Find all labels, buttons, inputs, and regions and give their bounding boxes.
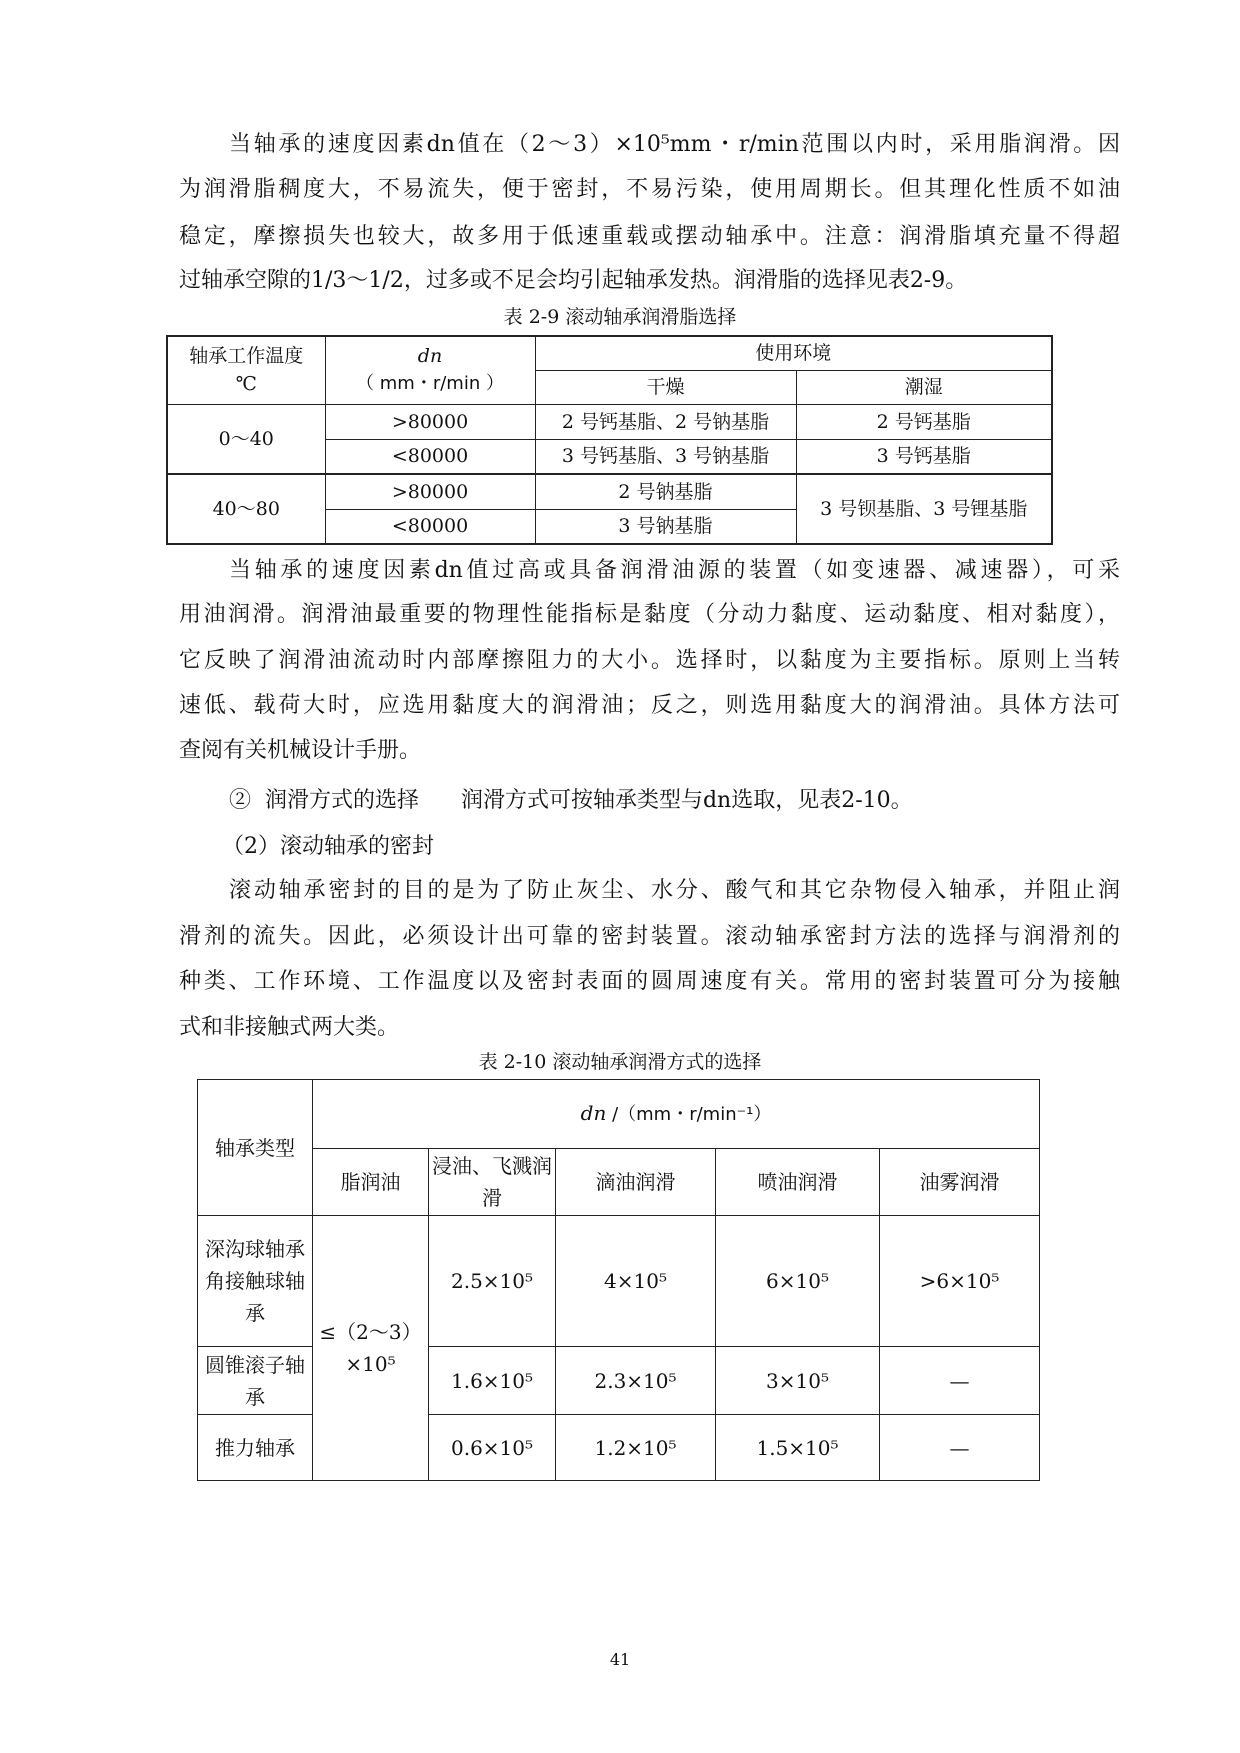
lubrication-method-table xyxy=(197,1079,1040,1481)
cell-dry: 3 号钠基脂 xyxy=(535,509,796,544)
cell-value: 2.3×10⁵ xyxy=(556,1347,716,1415)
para3-line: 式和非接触式两大类。 xyxy=(179,1015,400,1040)
header-text: 轴承工作温度 xyxy=(189,345,304,368)
cell-dry: 3 号钙基脂、3 号钠基脂 xyxy=(535,439,796,474)
header-wet: 潮湿 xyxy=(796,370,1052,404)
cell-value: 3×10⁵ xyxy=(716,1347,880,1415)
cell-wet: 3 号钡基脂、3 号锂基脂 xyxy=(796,474,1052,544)
header-col: 脂润油 xyxy=(313,1149,429,1216)
table9-caption: 表 2-9 滚动轴承润滑脂选择 xyxy=(503,306,737,328)
cell-temp: 0～40 xyxy=(167,404,325,474)
cell-dn: <80000 xyxy=(325,509,535,544)
cell-dry: 2 号钠基脂 xyxy=(535,474,796,509)
para1-line: 当轴承的速度因素dn值在（2～3）×10⁵mm・r/min范围以内时，采用脂润滑。因 xyxy=(229,132,1120,157)
header-col: 滴油润滑 xyxy=(556,1149,716,1216)
para2-line: 它反映了润滑油流动时内部摩擦阻力的大小。选择时，以黏度为主要指标。原则上当转 xyxy=(179,648,1120,673)
cell-value: 2.5×10⁵ xyxy=(429,1216,556,1347)
header-col: 浸油、飞溅润滑 xyxy=(429,1149,556,1216)
cell-value: >6×10⁵ xyxy=(880,1216,1040,1347)
cell-value: 4×10⁵ xyxy=(556,1216,716,1347)
cell-type: 深沟球轴承 角接触球轴承 xyxy=(198,1216,313,1347)
cell-wet: 3 号钙基脂 xyxy=(796,439,1052,474)
table10-caption: 表 2-10 滚动轴承润滑方式的选择 xyxy=(478,1051,762,1073)
para3-line: 滑剂的流失。因此，必须设计出可靠的密封装置。滚动轴承密封方法的选择与润滑剂的 xyxy=(179,924,1120,949)
para1-line: 为润滑脂稠度大，不易流失，便于密封，不易污染，使用周期长。但其理化性质不如油 xyxy=(179,177,1120,202)
para1-line: 过轴承空隙的1/3～1/2，过多或不足会均引起轴承发热。润滑脂的选择见表2-9。 xyxy=(179,268,968,293)
cell-grease: ≤（2～3）×10⁵ xyxy=(313,1216,429,1481)
cell-dry: 2 号钙基脂、2 号钠基脂 xyxy=(535,404,796,439)
header-environment: 使用环境 xyxy=(535,336,1052,370)
header-dry: 干燥 xyxy=(535,370,796,404)
cell-type: 圆锥滚子轴承 xyxy=(198,1347,313,1415)
header-unit: /（mm・r/min⁻¹） xyxy=(606,1104,772,1125)
section-heading: （2）滚动轴承的密封 xyxy=(222,834,434,859)
cell-value: — xyxy=(880,1347,1040,1415)
para2-line: 查阅有关机械设计手册。 xyxy=(179,738,422,763)
header-col: 喷油润滑 xyxy=(716,1149,880,1216)
para3-line: 种类、工作环境、工作温度以及密封表面的圆周速度有关。常用的密封装置可分为接触 xyxy=(179,969,1120,994)
cell-value: 0.6×10⁵ xyxy=(429,1415,556,1481)
para3-line: 滚动轴承密封的目的是为了防止灰尘、水分、酸气和其它杂物侵入轴承，并阻止润 xyxy=(229,878,1120,903)
header-dn xyxy=(313,1080,1040,1149)
cell-value: — xyxy=(880,1415,1040,1481)
cell-wet: 2 号钙基脂 xyxy=(796,404,1052,439)
cell-dn: >80000 xyxy=(325,474,535,509)
header-unit: ℃ xyxy=(235,373,257,396)
cell-type: 推力轴承 xyxy=(198,1415,313,1481)
para1-line: 稳定，摩擦损失也较大，故多用于低速重载或摆动轴承中。注意：润滑脂填充量不得超 xyxy=(179,224,1120,249)
header-bearing-type: 轴承类型 xyxy=(198,1080,313,1216)
page-number: 41 xyxy=(609,1650,631,1669)
cell-value: 6×10⁵ xyxy=(716,1216,880,1347)
cell-value: 1.2×10⁵ xyxy=(556,1415,716,1481)
para2-line: 速低、载荷大时，应选用黏度大的润滑油；反之，则选用黏度大的润滑油。具体方法可 xyxy=(179,693,1120,718)
grease-selection-table xyxy=(166,335,1053,545)
para2-line: 当轴承的速度因素dn值过高或具备润滑油源的装置（如变速器、减速器），可采 xyxy=(229,558,1120,583)
header-col: 油雾润滑 xyxy=(880,1149,1040,1216)
cell-temp: 40～80 xyxy=(167,474,325,544)
lubrication-method-item: ② 润滑方式的选择 润滑方式可按轴承类型与dn选取，见表2-10。 xyxy=(229,788,913,813)
cell-value: 1.6×10⁵ xyxy=(429,1347,556,1415)
header-unit: （ mm・r/min ） xyxy=(356,373,504,395)
header-dn xyxy=(325,336,535,404)
cell-dn: >80000 xyxy=(325,404,535,439)
header-text: dn xyxy=(580,1101,607,1125)
header-text: dn xyxy=(417,345,443,368)
para2-line: 用油润滑。润滑油最重要的物理性能指标是黏度（分动力黏度、运动黏度、相对黏度）， xyxy=(179,602,1120,627)
cell-value: 1.5×10⁵ xyxy=(716,1415,880,1481)
header-temperature xyxy=(167,336,325,404)
cell-dn: <80000 xyxy=(325,439,535,474)
